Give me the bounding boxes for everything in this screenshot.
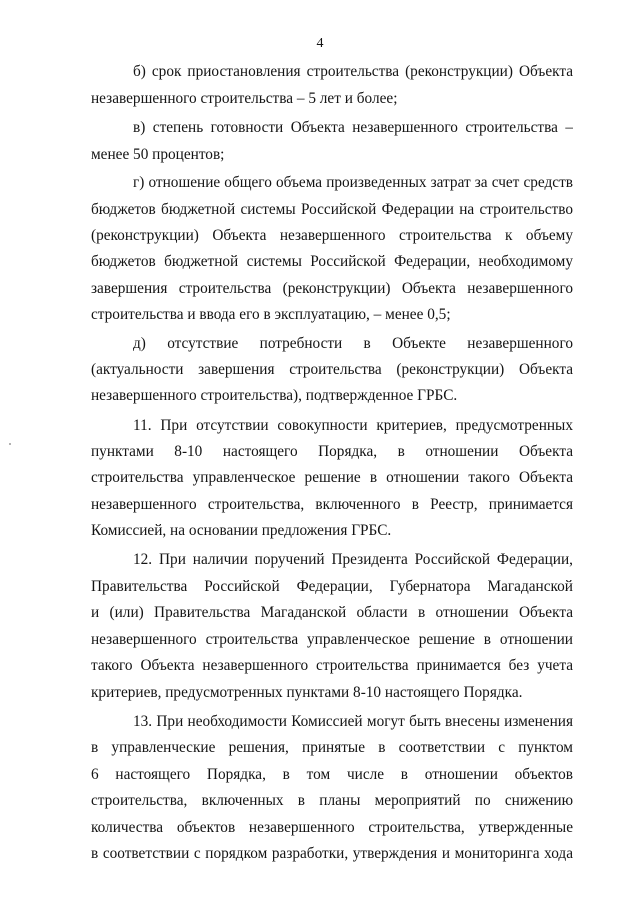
text-line: незавершенного строительства, включенного в Реестр, принимается [91, 496, 573, 513]
text-line: незавершенного строительства – 5 лет и более; [91, 90, 398, 107]
text-line: д) отсутствие потребности в Объекте незавершенного [133, 335, 573, 352]
text-line: количества объектов незавершенного строительства, утвержденные [91, 819, 573, 836]
text-line: Правительства Российской Федерации, Губернатора Магаданской [91, 578, 573, 595]
text-line: 13. При необходимости Комиссией могут быть внесены изменения [133, 713, 573, 730]
scan-speck [9, 443, 11, 445]
text-line: незавершенного строительства управленческое решение в отношении [91, 631, 573, 648]
text-line: 12. При наличии поручений Президента Российской Федерации, [133, 551, 573, 568]
text-line: бюджетов бюджетной системы Российской Федерации, необходимому [91, 253, 573, 270]
text-line: строительства управленческое решение в отношении такого Объекта [91, 469, 573, 486]
text-line: такого Объекта незавершенного строительства принимается без учета [91, 657, 573, 674]
text-line: строительства, включенных в планы мероприятий по снижению [91, 792, 573, 809]
text-line: менее 50 процентов; [91, 146, 225, 163]
text-line: г) отношение общего объема произведенных затрат за счет средств [133, 174, 573, 191]
text-line: в управленческие решения, принятые в соответствии с пунктом [91, 739, 573, 756]
page-number: 4 [316, 36, 324, 51]
text-line: пунктами 8-10 настоящего Порядка, в отношении Объекта [91, 443, 573, 460]
text-line: в соответствии с порядком разработки, утверждения и мониторинга хода [91, 845, 573, 862]
text-line: бюджетов бюджетной системы Российской Федерации на строительство [91, 201, 573, 218]
text-line: (реконструкции) Объекта незавершенного строительства к объему [91, 227, 573, 244]
text-line: и (или) Правительства Магаданской области в отношении Объекта [91, 604, 573, 621]
text-line: б) срок приостановления строительства (реконструкции) Объекта [133, 63, 573, 80]
text-line: незавершенного строительства), подтвержденное ГРБС. [91, 387, 458, 404]
text-line: 11. При отсутствии совокупности критериев, предусмотренных [133, 417, 573, 434]
text-line: завершения строительства (реконструкции) Объекта незавершенного [91, 280, 573, 297]
text-line: строительства и ввода его в эксплуатацию, – менее 0,5; [91, 306, 451, 323]
text-line: в) степень готовности Объекта незавершенного строительства – [133, 119, 573, 136]
text-line: (актуальности завершения строительства (реконструкции) Объекта [91, 361, 573, 378]
text-line: 6 настоящего Порядка, в том числе в отношении объектов [91, 766, 573, 783]
text-line: Комиссией, на основании предложения ГРБС. [91, 522, 392, 539]
text-line: критериев, предусмотренных пунктами 8-10 настоящего Порядка. [91, 684, 523, 701]
